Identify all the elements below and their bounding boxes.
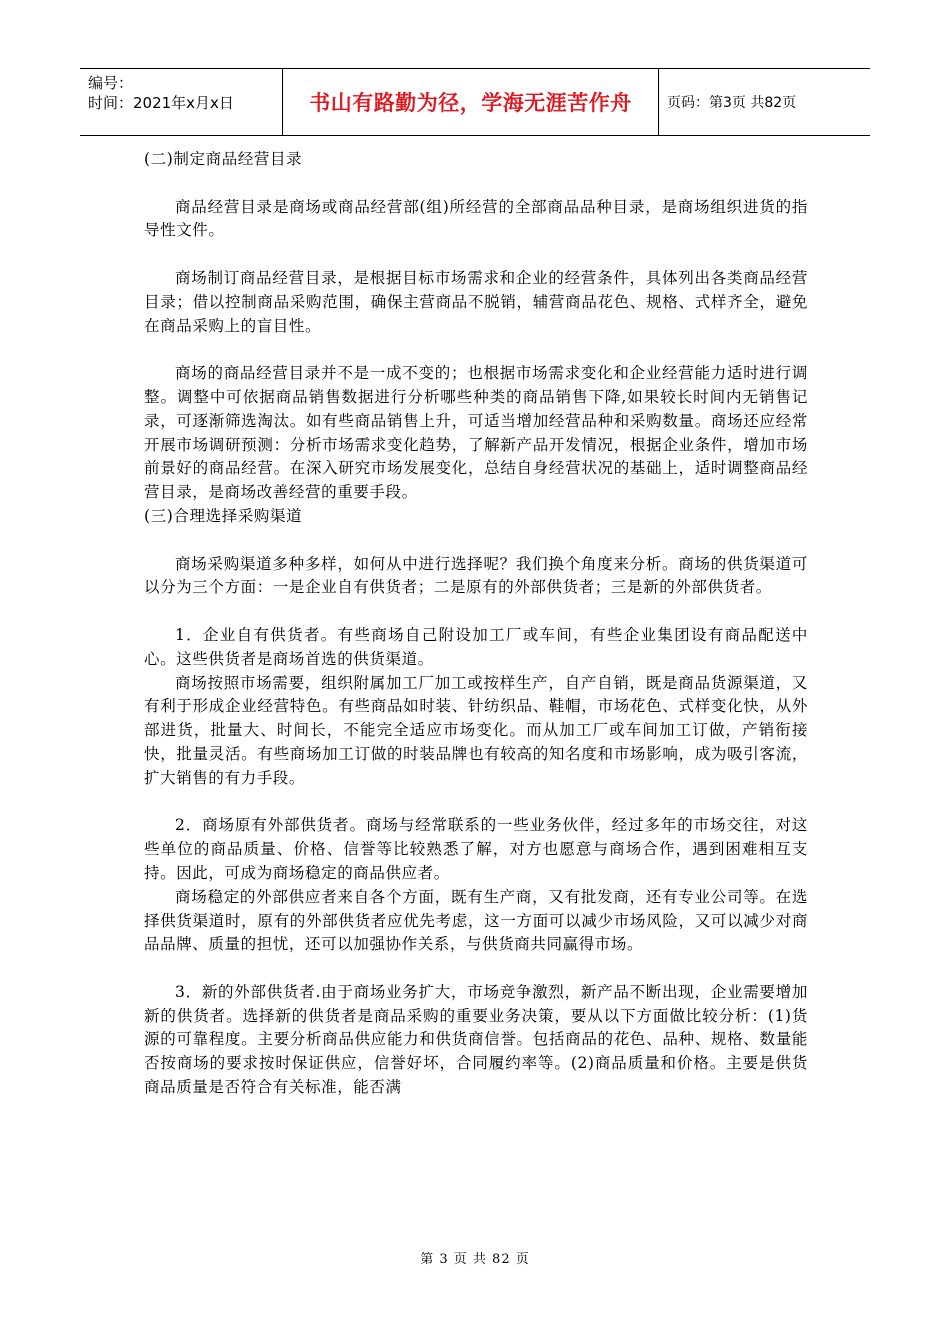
- paragraph: 商场稳定的外部供应者来自各个方面，既有生产商，又有批发商，还有专业公司等。在选择供货渠道时，原有的外部供货者应优先考虑，这一方面可以减少市场风险，又可以减少对商品品牌、质量的担忧，还可以加强协作关系，与供货商共同赢得市场。: [144, 887, 808, 954]
- paragraph: 商场的商品经营目录并不是一成不变的；也根据市场需求变化和企业经营能力适时进行调整。调整中可依据商品销售数据进行分析哪些种类的商品销售下降,如果较长时间内无销售记录，可逐渐筛选淘汰。如有些商品销售上升，可适当增加经营品种和采购数量。商场还应经常开展市场调研预测：分析市场需求变化趋势，了解新产品开发情况，根据企业条件，增加市场前景好的商品经营。在深入研究市场发展变化，总结自身经营状况的基础上，适时调整商品经营目录，是商场改善经营的重要手段。: [144, 364, 808, 502]
- section-heading-3: (三)合理选择采购渠道: [144, 506, 303, 525]
- document-number-label: 编号：: [88, 74, 134, 92]
- list-item-3: 3．新的外部供货者.由于商场业务扩大，市场竞争激烈，新产品不断出现，企业需要增加新的供货者。选择新的供货者是商品采购的重要业务决策，要从以下方面做比较分析：(1)货源的可靠程度。主要分析商品供应能力和供货商信誉。包括商品的花色、品种、规格、数量能否按商场的要求按时保证供应，信誉好坏，合同履约率等。(2)商品质量和价格。主要是供货商品质量是否符合有关标准，能否满: [144, 982, 808, 1097]
- paragraph: 商场制订商品经营目录，是根据目标市场需求和企业的经营条件，具体列出各类商品经营目录；借以控制商品采购范围，确保主营商品不脱销，辅营商品花色、规格、式样齐全，避免在商品采购上的盲目性。: [144, 268, 808, 335]
- paragraph: 商场按照市场需要，组织附属加工厂加工或按样生产，自产自销，既是商品货源渠道，又有利于形成企业经营特色。有些商品如时装、针纺织品、鞋帽，市场花色、式样变化快，从外部进货，批量大、时间长，不能完全适应市场变化。而从加工厂或车间加工订做，产销衔接快，批量灵活。有些商场加工订做的时装品牌也有较高的知名度和市场影响，成为吸引客流，扩大销售的有力手段。: [144, 673, 808, 787]
- paragraph: 商品经营目录是商场或商品经营部(组)所经营的全部商品品种目录，是商场组织进货的指导性文件。: [144, 197, 808, 240]
- document-body: [144, 148, 808, 1100]
- header-motto: 书山有路勤为径，学海无涯苦作舟: [283, 69, 659, 135]
- header-meta: [80, 69, 283, 135]
- section-heading-2: (二)制定商品经营目录: [144, 150, 303, 168]
- paragraph: 商场采购渠道多种多样，如何从中进行选择呢？我们换个角度来分析。商场的供货渠道可以分为三个方面：一是企业自有供货者；二是原有的外部供货者；三是新的外部供货者。: [144, 554, 808, 597]
- page-header: [80, 68, 870, 136]
- list-item-1: 1．企业自有供货者。有些商场自己附设加工厂或车间，有些企业集团设有商品配送中心。这些供货者是商场首选的供货渠道。: [144, 625, 808, 668]
- header-page-info: 页码：第3页 共82页: [667, 95, 797, 111]
- document-date: 时间：2021年x月x日: [88, 94, 234, 112]
- list-item-2: 2．商场原有外部供货者。商场与经常联系的一些业务伙伴，经过多年的市场交往，对这些单位的商品质量、价格、信誉等比较熟悉了解，对方也愿意与商场合作，遇到困难相互支持。因此，可成为商场稳定的商品供应者。: [144, 816, 808, 882]
- page-footer: 第 3 页 共 82 页: [420, 1252, 530, 1267]
